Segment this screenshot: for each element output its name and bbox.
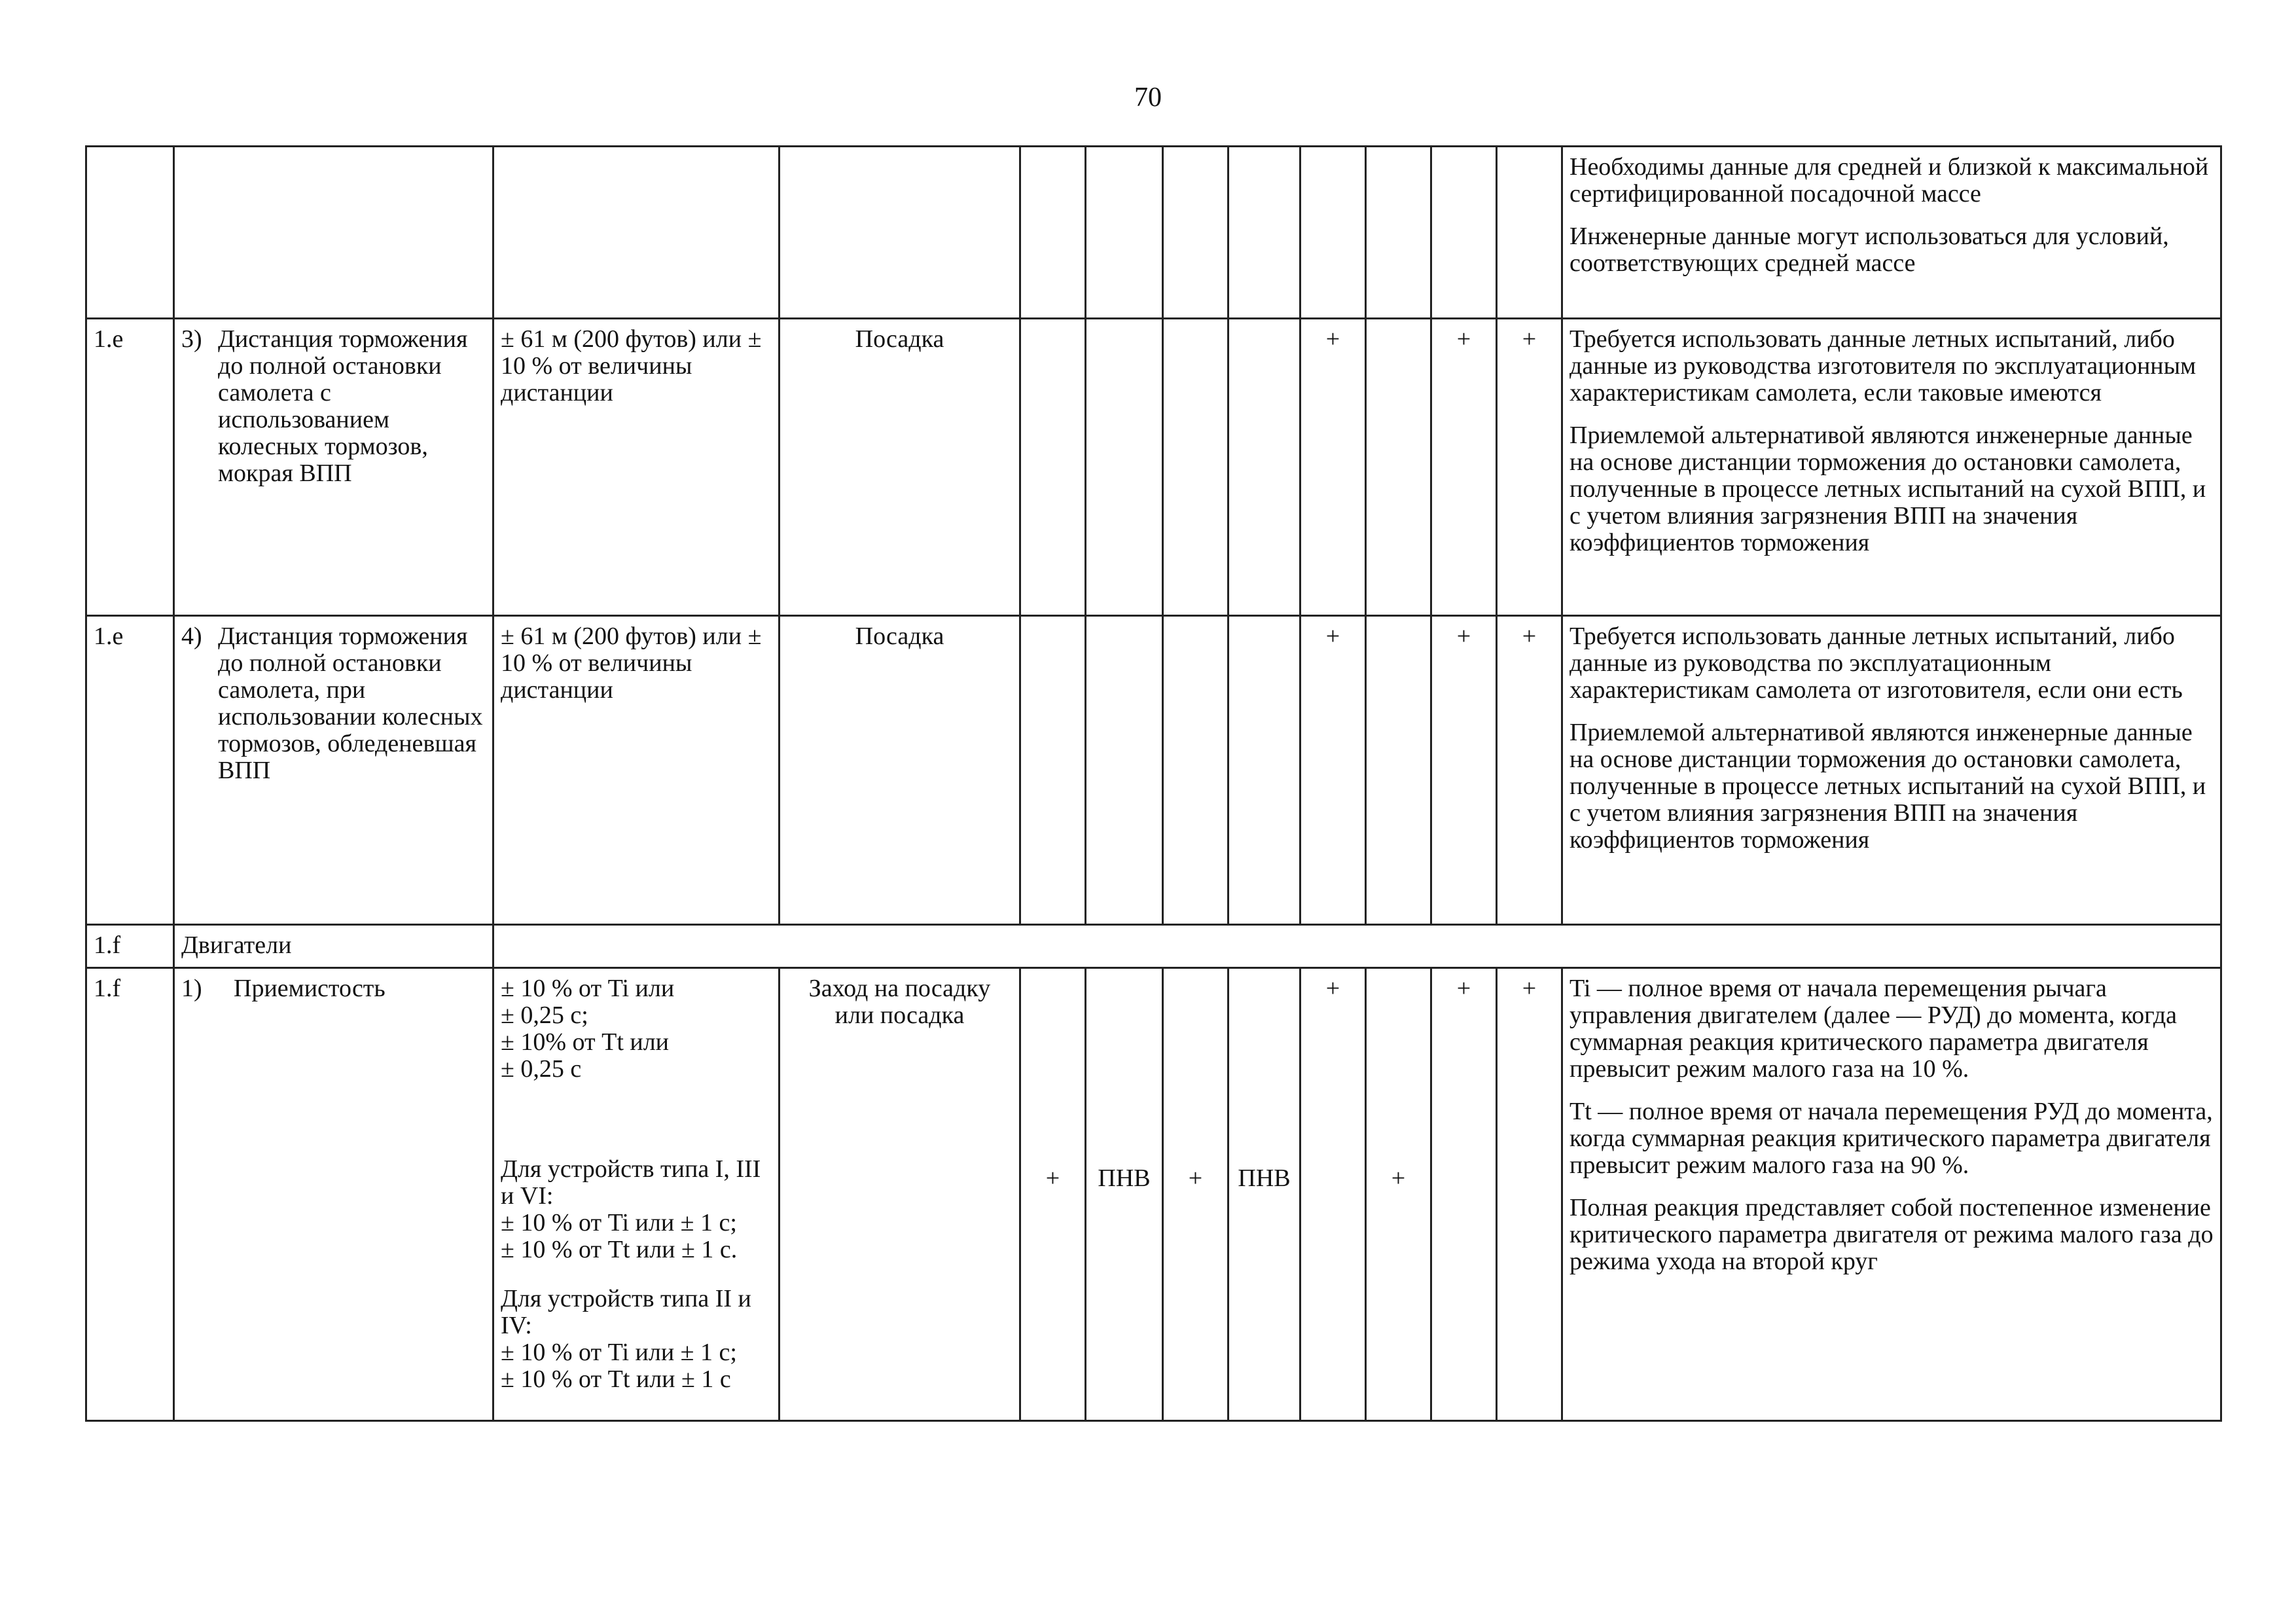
note-paragraph: Приемлемой альтернативой являются инженерные данные на основе дистанции торможения до остановки самолета, полученные в процессе летных испытаний на сухой ВПП, и с учетом влияния загрязнения ВПП на значения коэффициентов торможения xyxy=(1570,719,2206,854)
table-row xyxy=(86,616,2221,925)
cell-phase: Заход на посадку или посадка xyxy=(780,968,1020,1421)
cell-mark: + xyxy=(1163,968,1229,1421)
cell-mark: + xyxy=(1366,968,1431,1421)
cell-mark xyxy=(1229,147,1300,319)
cell-mark xyxy=(1366,616,1431,925)
cell-mark xyxy=(1086,616,1163,925)
cell-parameter xyxy=(174,147,493,319)
note-paragraph: Полная реакция представляет собой постепенное изменение критического параметра двигателя от режима малого газа до режима ухода на второй круг xyxy=(1570,1194,2214,1275)
cell-mark: + xyxy=(1431,319,1497,616)
section-row xyxy=(86,925,2221,968)
note-paragraph: Необходимы данные для средней и близкой к максимальной сертифицированной посадочной массе xyxy=(1570,153,2209,208)
cell-mark xyxy=(1163,319,1229,616)
cell-mark: ПНВ xyxy=(1229,968,1300,1421)
cell-mark: + xyxy=(1020,968,1086,1421)
cell-notes xyxy=(1562,616,2221,925)
parameter-number: 1) xyxy=(181,975,202,1002)
note-paragraph: Инженерные данные могут использоваться для условий, соответствующих средней массе xyxy=(1570,223,2169,277)
cell-mark xyxy=(1163,147,1229,319)
section-title: Двигатели xyxy=(174,925,493,968)
cell-mark xyxy=(1086,319,1163,616)
cell-parameter xyxy=(174,319,493,616)
cell-tolerance: ± 61 м (200 футов) или ± 10 % от величины дистанции xyxy=(493,616,780,925)
tolerance-type-1-3-6: Для устройств типа I, III и VI: ± 10 % от Ti или ± 1 с; ± 10 % от Tt или ± 1 с. xyxy=(501,1155,761,1263)
section-id: 1.f xyxy=(86,925,174,968)
cell-mark: + xyxy=(1300,968,1366,1421)
cell-mark xyxy=(1366,147,1431,319)
parameter-number: 3) xyxy=(181,325,202,353)
cell-mark: ПНВ xyxy=(1086,968,1163,1421)
cell-notes xyxy=(1562,319,2221,616)
tolerance-main: ± 10 % от Ti или ± 0,25 с; ± 10% от Tt или ± 0,25 с xyxy=(501,975,675,1083)
cell-mark xyxy=(1229,616,1300,925)
table-row xyxy=(86,147,2221,319)
parameter-name: Приемистость xyxy=(234,975,386,1002)
cell-tolerance xyxy=(493,968,780,1421)
cell-mark: + xyxy=(1300,616,1366,925)
cell-tolerance: ± 61 м (200 футов) или ± 10 % от величины дистанции xyxy=(493,319,780,616)
note-paragraph: Требуется использовать данные летных испытаний, либо данные из руководства изготовителя по эксплуатационным характеристикам самолета, если таковые имеются xyxy=(1570,325,2197,406)
table-row xyxy=(86,968,2221,1421)
parameter-name: Дистанция торможения до полной остановки самолета с использованием колесных тормозов, мокрая ВПП xyxy=(218,325,468,487)
cell-parameter xyxy=(174,616,493,925)
tolerance-type-2-4: Для устройств типа II и IV: ± 10 % от Ti или ± 1 с; ± 10 % от Tt или ± 1 с xyxy=(501,1285,751,1393)
parameter-number: 4) xyxy=(181,623,202,650)
cell-phase: Посадка xyxy=(780,616,1020,925)
cell-notes xyxy=(1562,147,2221,319)
note-paragraph: Ti — полное время от начала перемещения рычага управления двигателем (далее — РУД) до момента, когда суммарная реакция критического параметра двигателя превысит режим малого газа на 10 %. xyxy=(1570,975,2178,1083)
cell-mark xyxy=(1497,147,1562,319)
cell-mark xyxy=(1300,147,1366,319)
cell-phase xyxy=(780,147,1020,319)
cell-mark xyxy=(1366,319,1431,616)
cell-mark: + xyxy=(1431,616,1497,925)
cell-notes xyxy=(1562,968,2221,1421)
cell-mark: + xyxy=(1431,968,1497,1421)
cell-parameter xyxy=(174,968,493,1421)
cell-mark: + xyxy=(1497,968,1562,1421)
page-number: 70 xyxy=(1134,82,1162,113)
cell-id xyxy=(86,147,174,319)
cell-phase: Посадка xyxy=(780,319,1020,616)
cell-mark xyxy=(1020,616,1086,925)
note-paragraph: Tt — полное время от начала перемещения РУД до момента, когда суммарная реакция критического параметра двигателя превысит режим малого газа на 90 %. xyxy=(1570,1098,2213,1179)
requirements-table xyxy=(85,145,2222,1422)
cell-id: 1.f xyxy=(86,968,174,1421)
table-row xyxy=(86,319,2221,616)
cell-mark xyxy=(1020,147,1086,319)
cell-mark xyxy=(1431,147,1497,319)
cell-tolerance xyxy=(493,147,780,319)
cell-mark: + xyxy=(1300,319,1366,616)
cell-mark xyxy=(1086,147,1163,319)
cell-id: 1.e xyxy=(86,616,174,925)
note-paragraph: Приемлемой альтернативой являются инженерные данные на основе дистанции торможения до остановки самолета, полученные в процессе летных испытаний на сухой ВПП, и с учетом влияния загрязнения ВПП на значения коэффициентов торможения xyxy=(1570,422,2206,556)
cell-id: 1.e xyxy=(86,319,174,616)
cell-mark xyxy=(1020,319,1086,616)
parameter-name: Дистанция торможения до полной остановки самолета, при использовании колесных тормозов, обледеневшая ВПП xyxy=(218,623,483,784)
section-spacer xyxy=(493,925,2221,968)
cell-mark xyxy=(1229,319,1300,616)
note-paragraph: Требуется использовать данные летных испытаний, либо данные из руководства по эксплуатационным характеристикам самолета от изготовителя, если они есть xyxy=(1570,623,2183,704)
cell-mark xyxy=(1163,616,1229,925)
cell-mark: + xyxy=(1497,319,1562,616)
cell-mark: + xyxy=(1497,616,1562,925)
